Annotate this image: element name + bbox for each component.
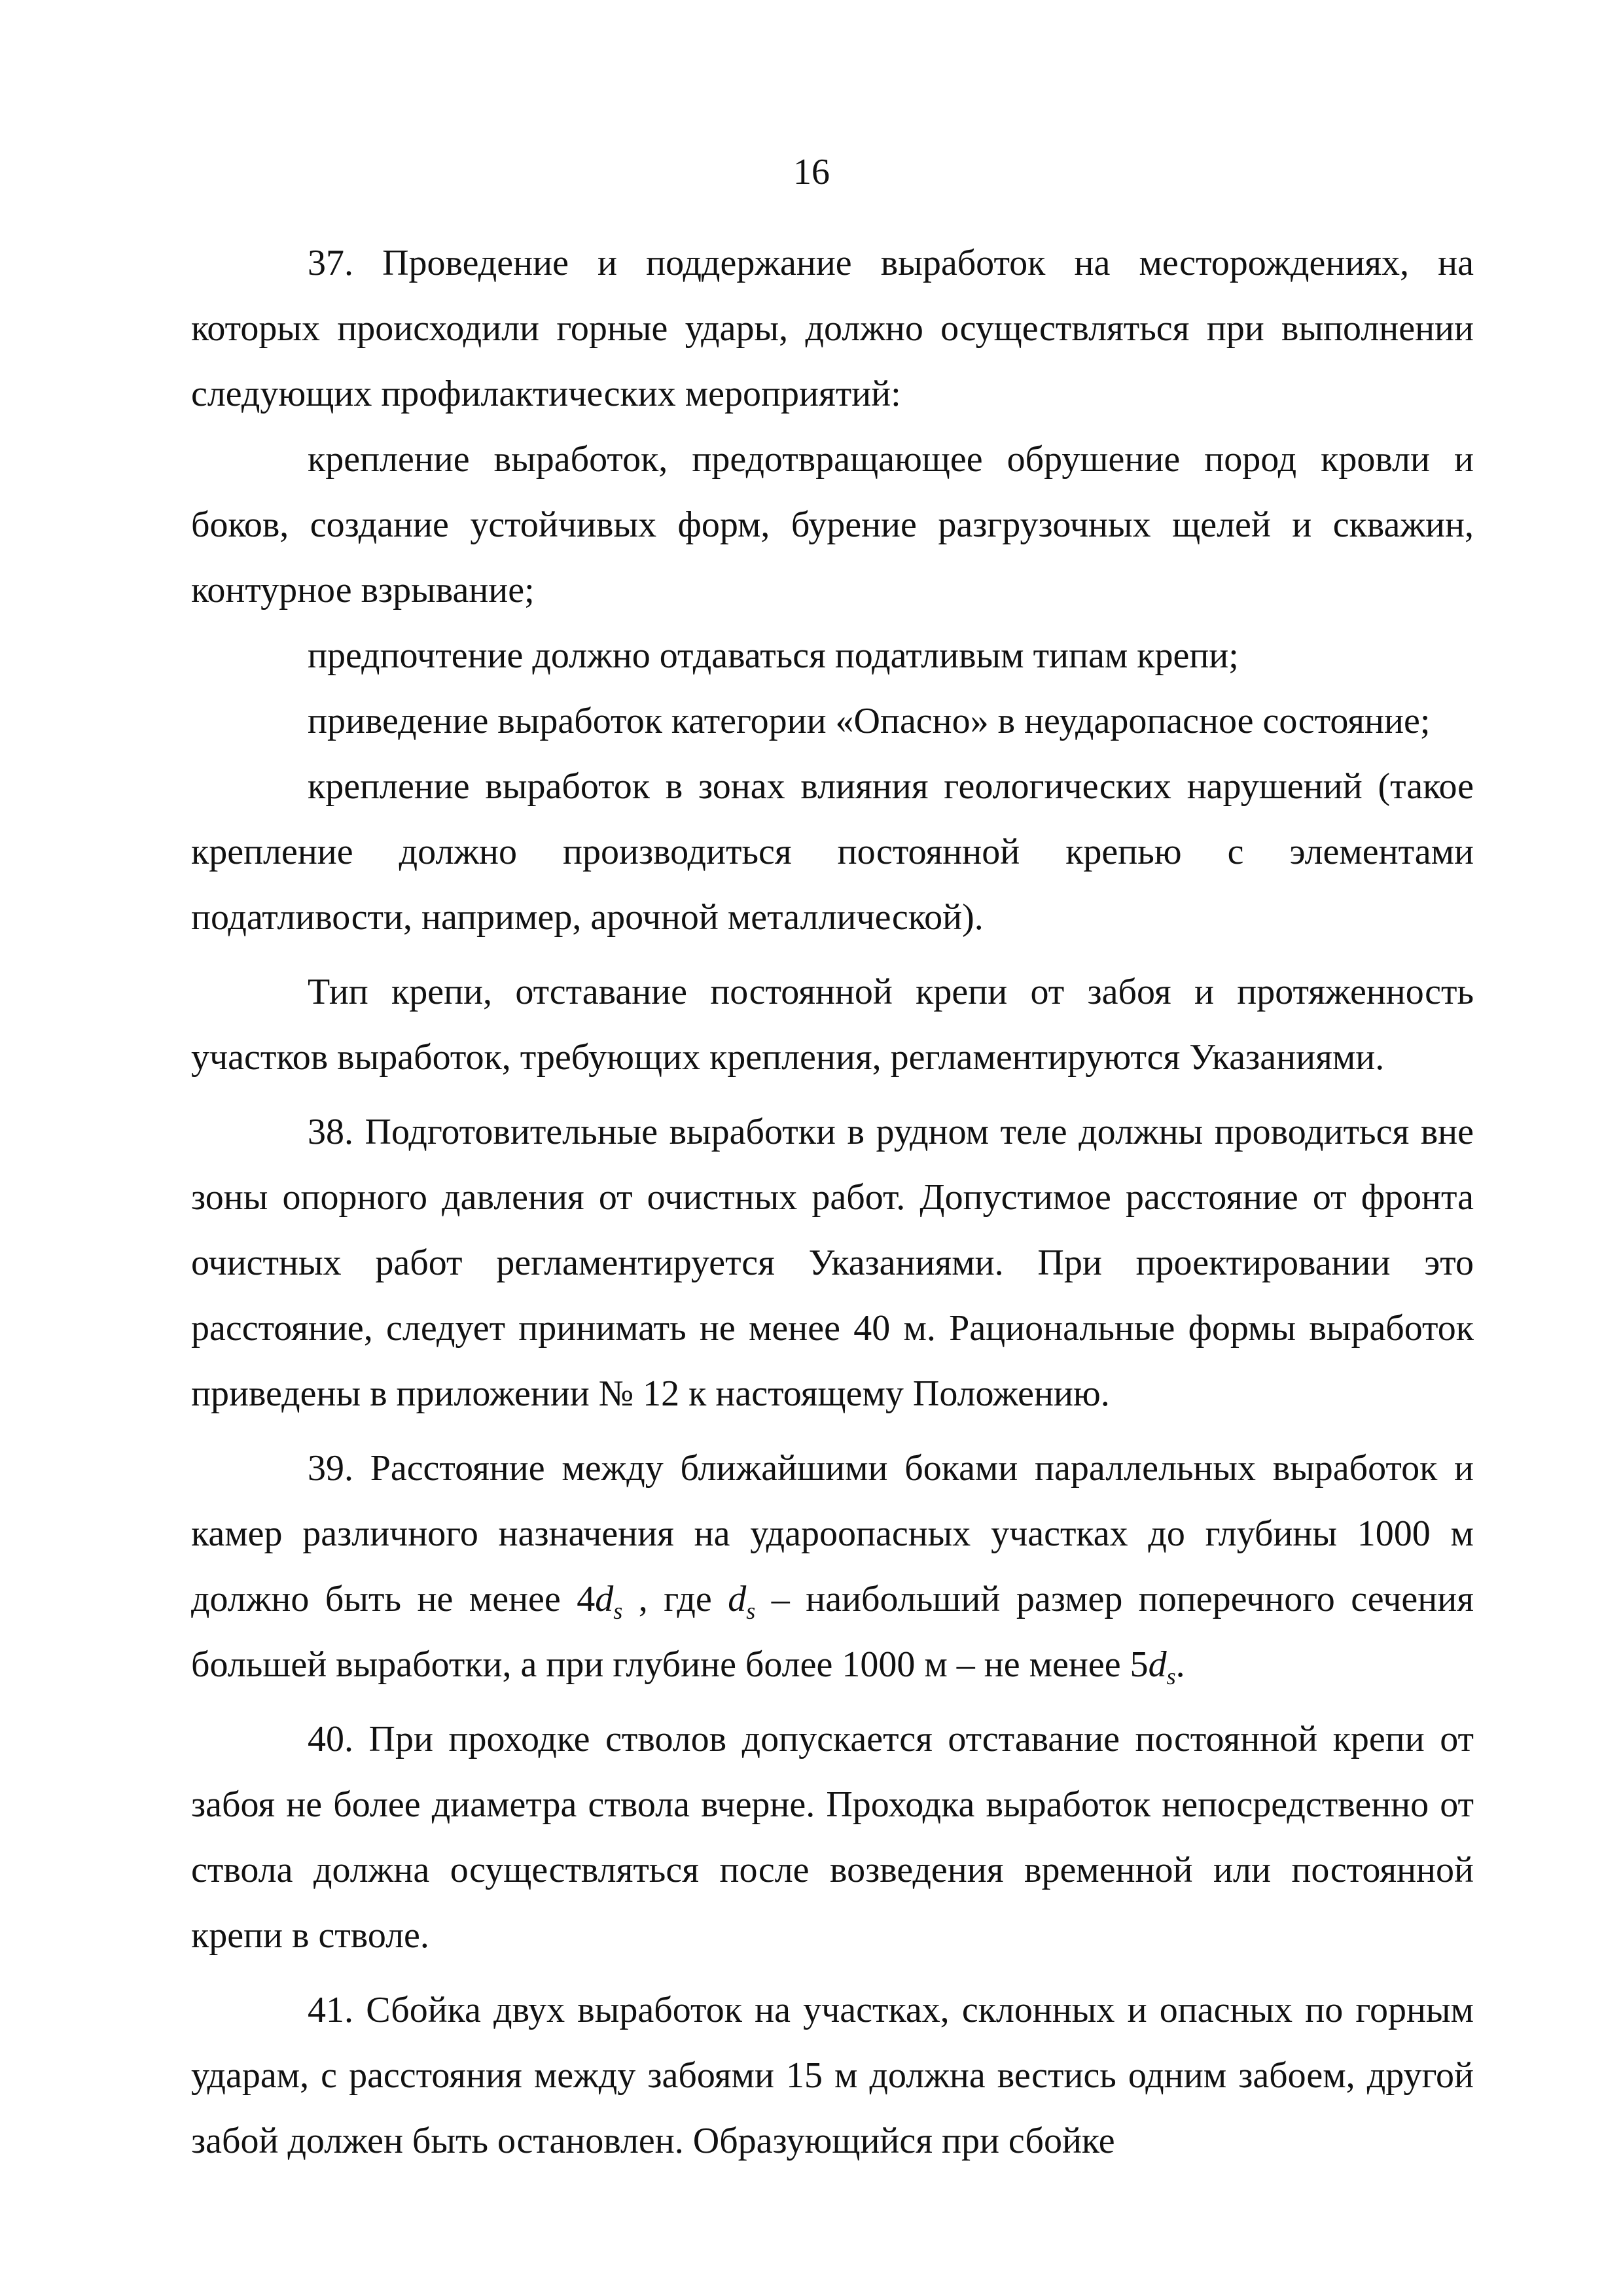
document-body: [191, 230, 1474, 2174]
p39-text-3: – наибольший размер поперечного сечения большей выработки, а при глубине более 1000 м – не менее: [191, 1579, 1474, 1685]
paragraph-37-item-category: приведение выработок категории «Опасно» в неударопасное состояние;: [308, 701, 1431, 741]
paragraph-38: 38. Подготовительные выработки в рудном теле должны проводиться вне зоны опорного давления от очистных работ. Допустимое расстояние от фронта очистных работ регламентируется Указаниями. При проектировании это расстояние, следует принимать не менее 40 м. Рациональные формы выработок приведены в приложении № 12 к настоящему Положению.: [191, 1112, 1474, 1414]
p39-text-4: .: [1175, 1644, 1185, 1685]
p39-text-2: , где: [622, 1579, 728, 1619]
paragraph-41: 41. Сбойка двух выработок на участках, склонных и опасных по горным ударам, с расстояния между забоями 15 м должна вестись одним забоем, другой забой должен быть остановлен. Образующийся при сбойке: [191, 1990, 1474, 2161]
paragraph-37-item-preference: предпочтение должно отдаваться податливым типам крепи;: [308, 635, 1239, 676]
p39-text-1: 39. Расстояние между ближайшими боками параллельных выработок и камер различного назначения на удароопасных участках до глубины 1000 м должно быть не менее: [191, 1448, 1474, 1619]
paragraph-37-item-geology: крепление выработок в зонах влияния геологических нарушений (такое крепление должно производиться постоянной крепью с элементами податливости, например, арочной металлической).: [191, 766, 1474, 938]
paragraph-37-note: Тип крепи, отставание постоянной крепи от забоя и протяженность участков выработок, требующих крепления, регламентируются Указаниями.: [191, 972, 1474, 1078]
formula-ds: $d_s$: [728, 1579, 756, 1625]
formula-5ds: $5d_s$: [1130, 1644, 1176, 1690]
paragraph-37: 37. Проведение и поддержание выработок на месторождениях, на которых происходили горные удары, должно осуществляться при выполнении следующих профилактических мероприятий:: [191, 243, 1474, 414]
formula-4ds: $4d_s$: [577, 1579, 623, 1625]
paragraph-39: [191, 1436, 1474, 1697]
paragraph-40: 40. При проходке стволов допускается отставание постоянной крепи от забоя не более диаметра ствола вчерне. Проходка выработок непосредственно от ствола должна осуществляться после возведения временной или постоянной крепи в стволе.: [191, 1719, 1474, 1956]
page-number: 16: [793, 152, 830, 192]
paragraph-37-item-fastening: крепление выработок, предотвращающее обрушение пород кровли и боков, создание устойчивых форм, бурение разгрузочных щелей и скважин, контурное взрывание;: [191, 439, 1474, 610]
